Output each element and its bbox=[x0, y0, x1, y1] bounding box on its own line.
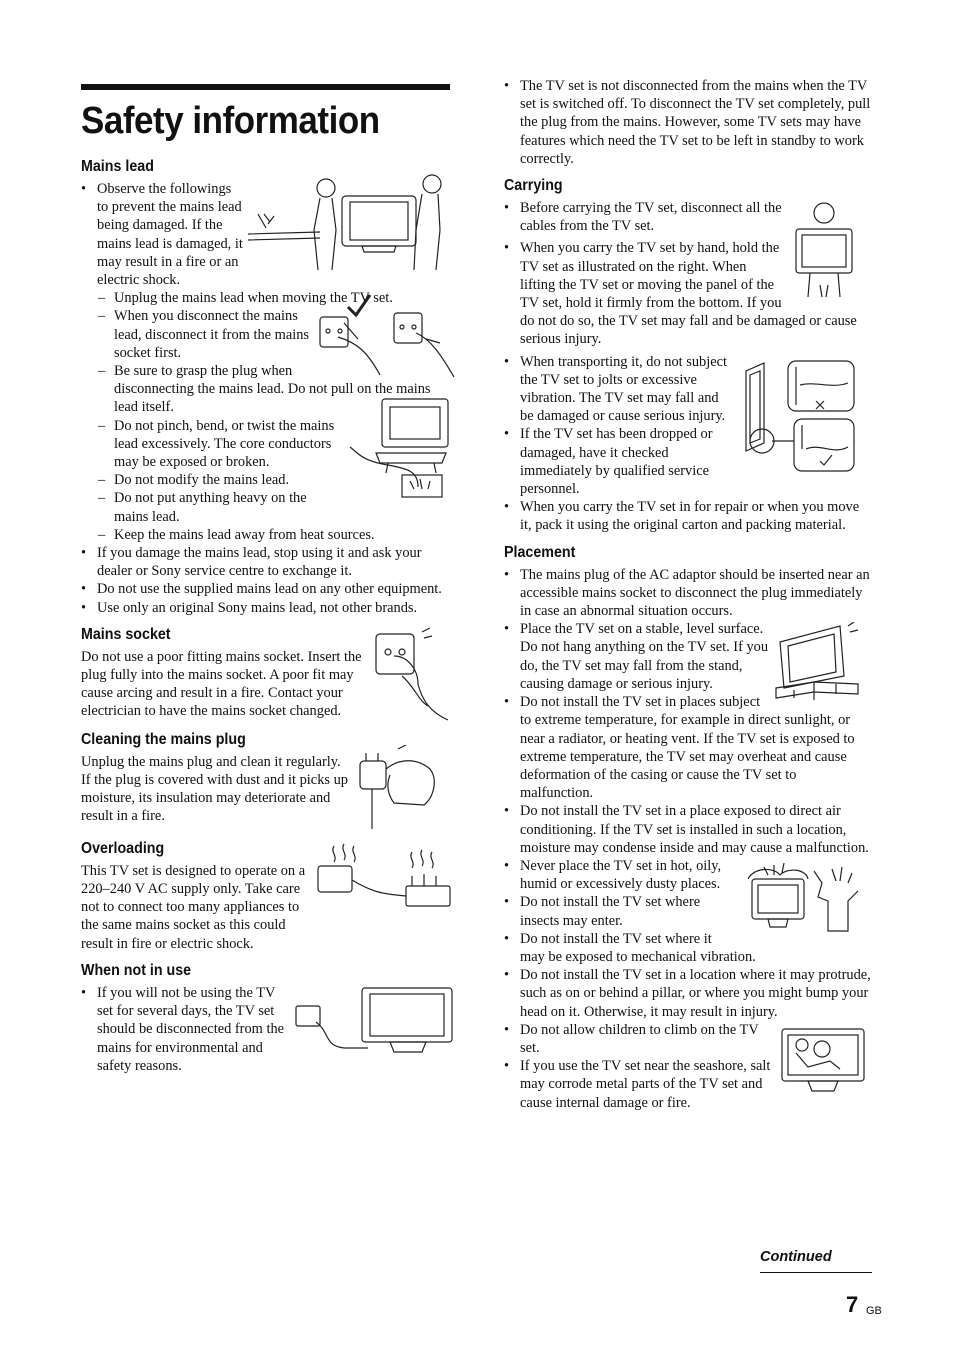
placement-bullet-3: • Do not install the TV set in places subject to extreme temperature, for example in direct sunlight, or near a radiator, or heating vent. If the TV set is exposed to extreme temperature, the TV set may overheat and cause deformation of the casing or cause the TV set to malfunction. bbox=[504, 693, 872, 802]
heading-carrying: Carrying bbox=[504, 177, 563, 195]
carrying-bullet-5: • When you carry the TV set in for repair or when you move it, pack it using the original carton and packing material. bbox=[504, 498, 872, 534]
mains-socket-text: Do not use a poor fitting mains socket. Insert the plug fully into the mains socket. A poor fit may cause arcing and result in a fire. Contact your electrician to have the mains socket changed. bbox=[81, 648, 362, 720]
section-overloading bbox=[81, 839, 450, 953]
mains-lead-sub-7: – Keep the mains lead away from heat sources. bbox=[81, 526, 450, 544]
placement-bullet-5: • Never place the TV set in hot, oily, humid or excessively dusty places. bbox=[504, 857, 872, 893]
mains-lead-bullet-1: • If you damage the mains lead, stop using it and ask your dealer or Sony service centre to exchange it. bbox=[81, 544, 450, 580]
cleaning-text: Unplug the mains plug and clean it regularly. If the plug is covered with dust and it picks up moisture, its insulation may deteriorate and result in a fire. bbox=[81, 753, 348, 825]
heading-not-in-use: When not in use bbox=[81, 961, 192, 979]
heading-placement: Placement bbox=[504, 543, 576, 561]
mains-lead-sub-1: – Unplug the mains lead when moving the TV set. bbox=[81, 289, 450, 307]
not-in-use-bullet-1: • If you will not be using the TV set for several days, the TV set should be disconnected from the mains for environmental and safety reasons. bbox=[81, 984, 450, 1075]
left-column bbox=[81, 84, 450, 1075]
placement-bullet-9: • Do not allow children to climb on the TV set. bbox=[504, 1021, 872, 1057]
continued-label: Continued bbox=[760, 1248, 872, 1273]
carrying-bullet-1: • Before carrying the TV set, disconnect all the cables from the TV set. bbox=[504, 199, 872, 235]
page-number: 7 bbox=[846, 1292, 859, 1317]
section-cleaning bbox=[81, 730, 450, 831]
page-suffix: GB bbox=[866, 1305, 882, 1317]
section-placement bbox=[504, 543, 872, 1112]
placement-bullet-8: • Do not install the TV set in a location where it may protrude, such as on or behind a pillar, or where you might bump your head on it. Otherwise, it may result in injury. bbox=[504, 966, 872, 1021]
mains-lead-sub-6: – Do not put anything heavy on the mains lead. bbox=[81, 489, 450, 525]
placement-bullet-7: • Do not install the TV set where it may be exposed to mechanical vibration. bbox=[504, 930, 872, 966]
placement-bullet-4: • Do not install the TV set in a place exposed to direct air conditioning. If the TV set is installed in such a location, moisture may condense inside and may cause a malfunction. bbox=[504, 802, 872, 857]
standby-bullet: • The TV set is not disconnected from the mains when the TV set is switched off. To disconnect the TV set completely, pull the plug from the mains. However, some TV sets may have features which need the TV set to be left in standby to work correctly. bbox=[504, 77, 872, 168]
mains-lead-intro: • Observe the followings to prevent the mains lead being damaged. If the mains lead is damaged, it may result in a fire or an electric shock. bbox=[81, 180, 450, 289]
overloading-text: This TV set is designed to operate on a 220–240 V AC supply only. Take care not to connect too many appliances to the same mains socket as this could result in fire or electric shock. bbox=[81, 862, 306, 952]
carrying-bullet-3: • When transporting it, do not subject the TV set to jolts or excessive vibration. The TV set may fall and be damaged or cause serious injury. bbox=[504, 353, 872, 426]
section-carrying bbox=[504, 176, 872, 535]
mains-lead-sub-4: – Do not pinch, bend, or twist the mains lead excessively. The core conductors may be exposed or broken. bbox=[81, 417, 450, 472]
mains-lead-bullet-2: • Do not use the supplied mains lead on any other equipment. bbox=[81, 580, 450, 598]
title-rule bbox=[81, 84, 450, 90]
carrying-bullet-4: • If the TV set has been dropped or damaged, have it checked immediately by qualified service personnel. bbox=[504, 425, 872, 498]
placement-bullet-1: • The mains plug of the AC adaptor should be inserted near an accessible mains socket to disconnect the plug immediately in case an abnormal situation occurs. bbox=[504, 566, 872, 621]
cleaning-plug-illustration bbox=[354, 745, 440, 831]
section-mains-lead bbox=[81, 157, 450, 617]
section-mains-socket bbox=[81, 625, 450, 722]
mains-lead-sub-3: – Be sure to grasp the plug when disconnecting the mains lead. Do not pull on the mains lead itself. bbox=[81, 362, 450, 417]
heading-mains-lead: Mains lead bbox=[81, 158, 154, 175]
page-title: Safety information bbox=[81, 100, 380, 142]
carrying-bullet-2: • When you carry the TV set by hand, hold the TV set as illustrated on the right. When lifting the TV set or moving the panel of the TV set, hold it firmly from the bottom. If you do not do so, the TV set may fall and be damaged or cause serious injury. bbox=[504, 239, 872, 348]
mains-lead-bullet-3: • Use only an original Sony mains lead, not other brands. bbox=[81, 599, 450, 617]
heading-mains-socket: Mains socket bbox=[81, 625, 171, 643]
heading-cleaning: Cleaning the mains plug bbox=[81, 730, 246, 748]
heading-overloading: Overloading bbox=[81, 839, 165, 857]
placement-bullet-10: • If you use the TV set near the seashore, salt may corrode metal parts of the TV set and cause internal damage or fire. bbox=[504, 1057, 872, 1112]
right-column bbox=[504, 77, 872, 1112]
mains-lead-sub-2: – When you disconnect the mains lead, disconnect it from the mains socket first. bbox=[81, 307, 450, 362]
section-not-in-use bbox=[81, 961, 450, 1075]
mains-lead-sub-5: – Do not modify the mains lead. bbox=[81, 471, 450, 489]
placement-bullet-6: • Do not install the TV set where insects may enter. bbox=[504, 893, 872, 929]
placement-bullet-2: • Place the TV set on a stable, level surface. Do not hang anything on the TV set. If you do, the TV set may fall from the stand, causing damage or serious injury. bbox=[504, 620, 872, 693]
